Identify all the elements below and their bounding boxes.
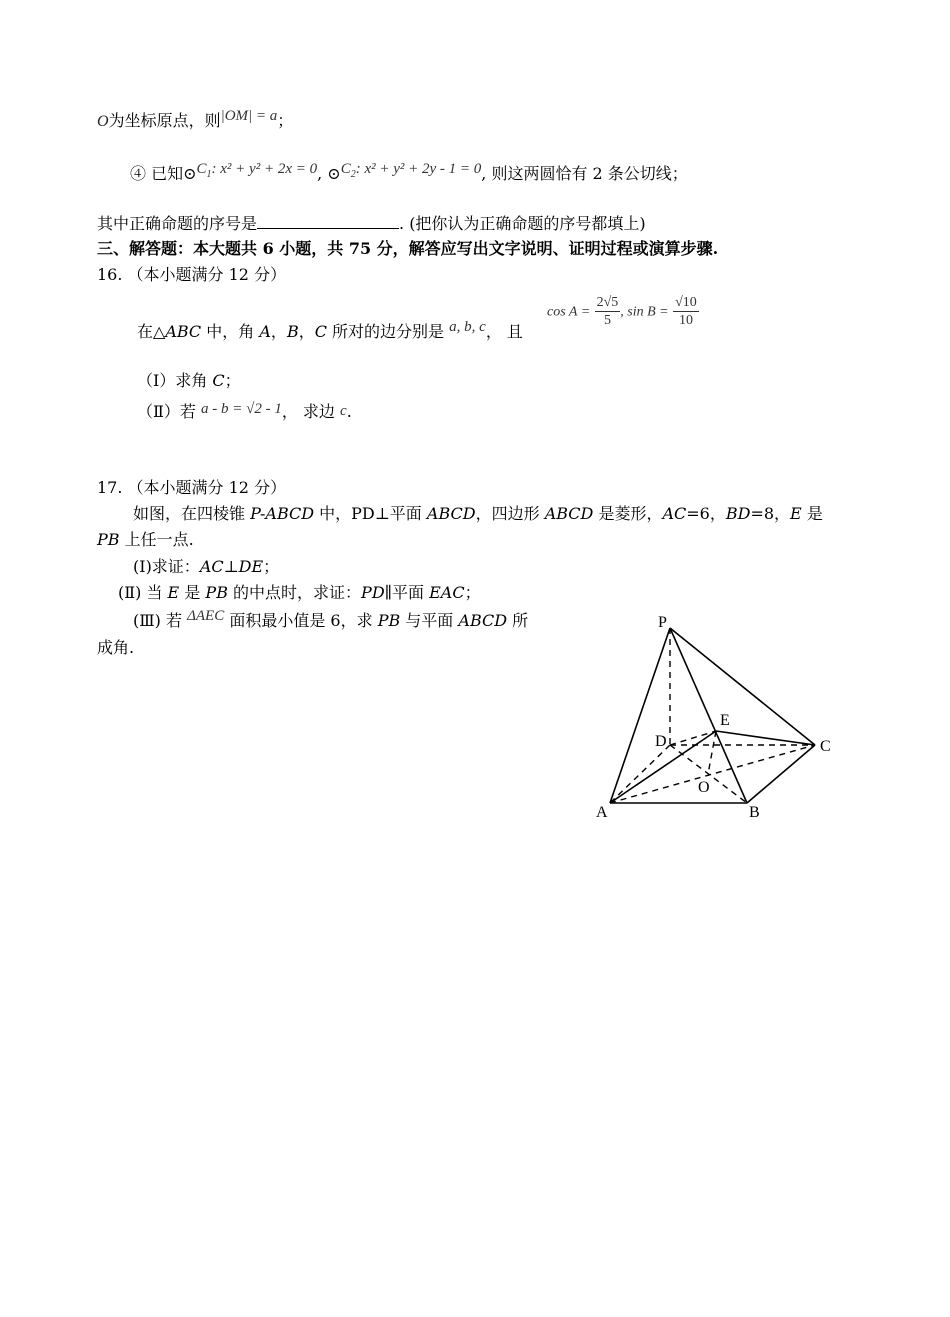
triangle-aec: ΔAEC	[187, 608, 225, 624]
edge-EO	[708, 731, 716, 774]
q16-statement: 在△ABC 中，角 A，B，C 所对的边分别是 a, b, c， 且	[137, 319, 523, 341]
edge-PC	[670, 628, 815, 745]
circle-c2-equation: : x² + y² + 2y - 1 = 0	[355, 161, 482, 177]
q17-statement-cont: PB 上任一点.	[97, 530, 194, 549]
origin-symbol: O	[97, 113, 109, 130]
answer-blank[interactable]	[257, 212, 399, 229]
fraction-sinB: $\frac{√10}{10}$	[675, 295, 697, 328]
answer-prompt: 其中正确命题的序号是 . (把你认为正确命题的序号都填上)	[97, 214, 646, 233]
label-E: E	[720, 712, 730, 729]
label-C: C	[820, 738, 831, 755]
side-variables: a, b, c	[449, 319, 486, 335]
q16-heading: 16. （本小题满分 12 分）	[97, 265, 287, 284]
edge-AC	[610, 745, 815, 803]
q17-statement: 如图，在四棱锥 P-ABCD 中，PD⊥平面 ABCD，四边形 ABCD 是菱形，AC=6，BD=8，E 是	[133, 504, 823, 523]
q17-heading: 17. （本小题满分 12 分）	[97, 478, 287, 497]
om-formula: |OM| = a	[220, 108, 278, 124]
edge-PA	[610, 628, 670, 803]
q17-part-2: (Ⅱ) 当 E 是 PB 的中点时，求证：PD∥平面 EAC；	[118, 583, 481, 602]
label-D: D	[655, 733, 667, 750]
edge-DA	[610, 745, 670, 803]
q16-part-2: （Ⅱ）若 a - b = √2 - 1， 求边 c.	[137, 401, 352, 421]
q17-part-1: (Ⅰ)求证：AC⊥DE；	[133, 557, 280, 576]
label-B: B	[749, 804, 760, 821]
q17-part-3: (Ⅲ) 若 ΔAEC 面积最小值是 6，求 PB 与平面 ABCD 所	[133, 608, 529, 630]
label-P: P	[658, 614, 667, 631]
proposition-4: ④ 已知$⊙C_1$: x² + y² + 2x = 0, $⊙C_2$: x² + y² + 2y - 1 = 0, 则这两圆恰有 2 条公切线；	[130, 161, 688, 183]
label-O: O	[698, 779, 710, 796]
circle-c1-equation: : x² + y² + 2x = 0	[211, 161, 318, 177]
label-A: A	[596, 804, 608, 821]
condition-formula: a - b = √2 - 1	[200, 401, 282, 417]
text-line-1: O为坐标原点，则|OM| = a；	[97, 108, 294, 130]
pyramid-figure	[590, 605, 840, 825]
edge-BC	[747, 745, 815, 803]
q17-part-3-cont: 成角.	[97, 638, 135, 657]
fraction-cosA: $\frac{2√5}{5}$	[596, 295, 619, 328]
q16-part-1: （Ⅰ）求角 C；	[137, 371, 241, 390]
section-heading: 三、解答题：本大题共 6 小题，共 75 分，解答应写出文字说明、证明过程或演算步骤.	[97, 239, 719, 258]
edge-DE	[670, 731, 716, 745]
q16-given-formula: cos A = $\frac{2√5}{5}$ , sin B = $\frac{√10}{10}$	[547, 295, 697, 328]
edge-PB	[670, 628, 747, 803]
